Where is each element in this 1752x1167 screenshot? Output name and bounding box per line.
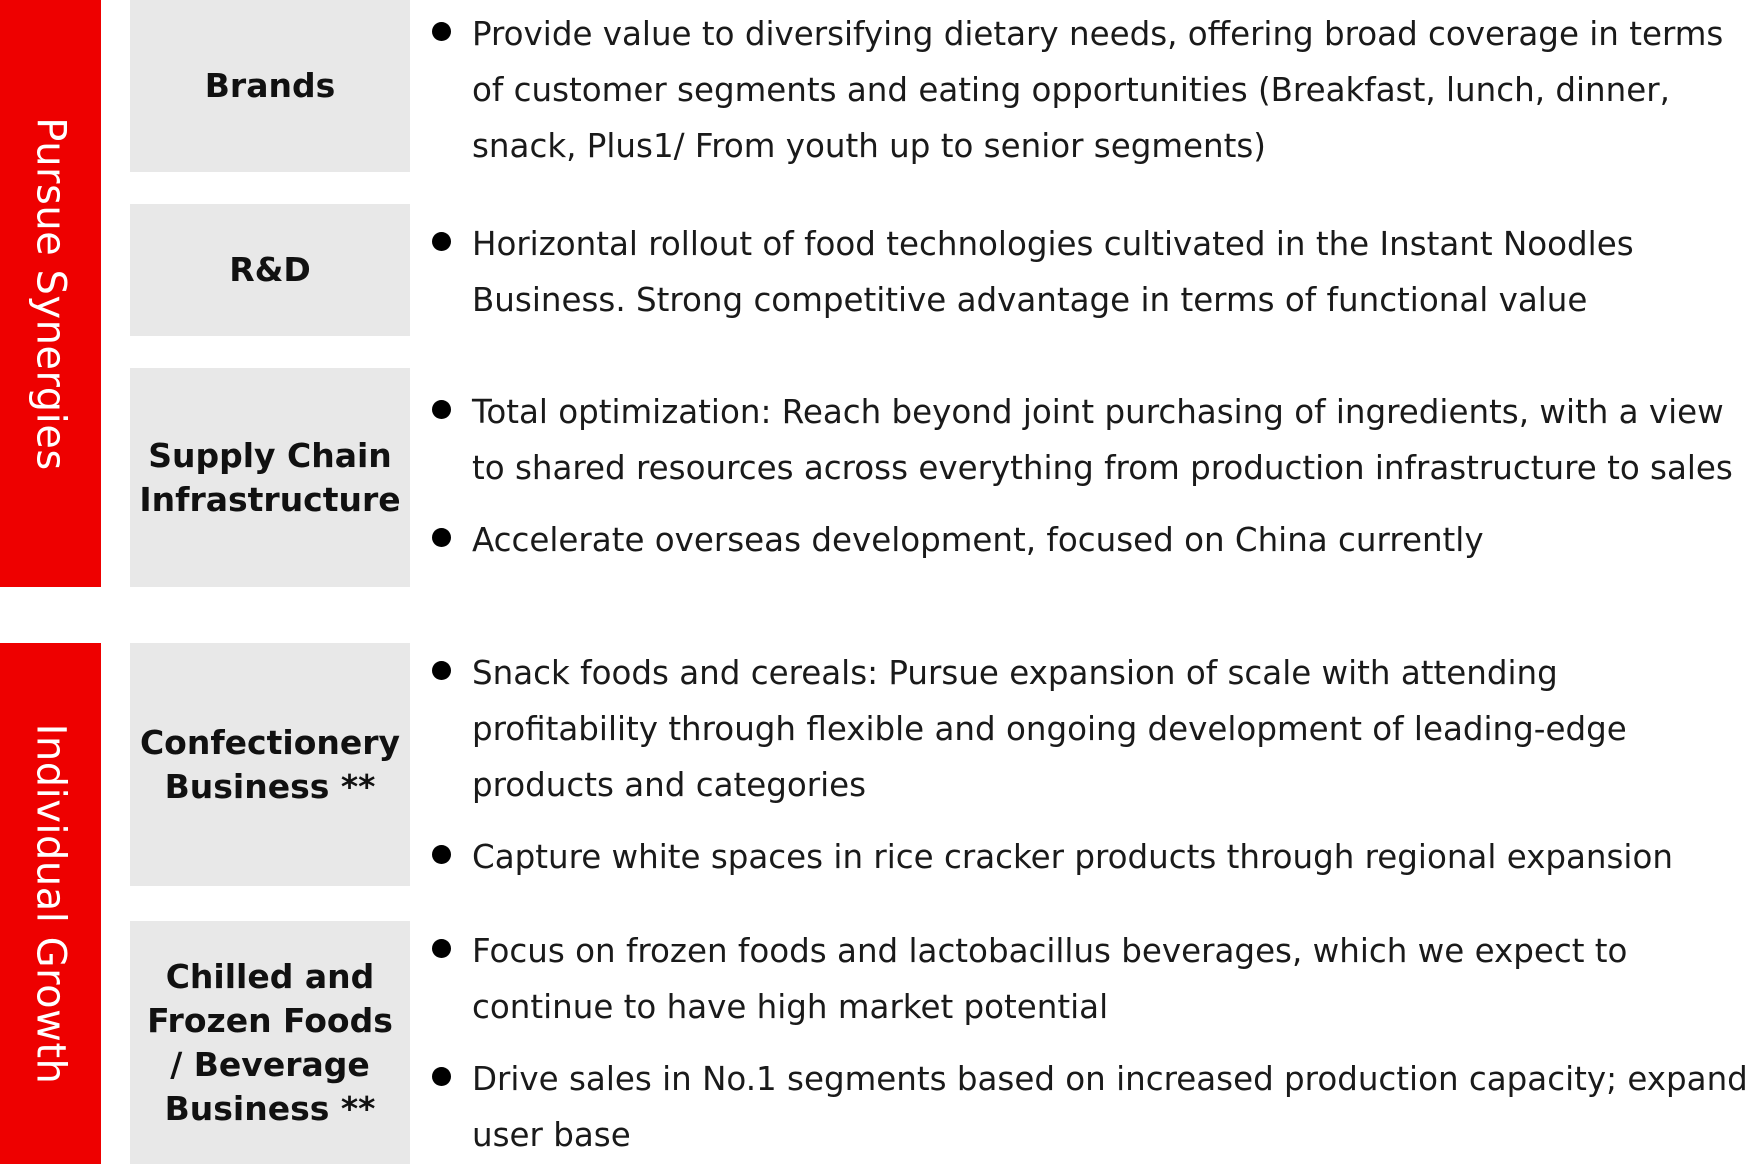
bullet-text: Capture white spaces in rice cracker products through regional expansion	[472, 838, 1673, 876]
category-chilled-frozen-beverage	[130, 921, 410, 1164]
category-label: Brands	[204, 66, 336, 105]
bullet-list-brands	[432, 6, 1750, 174]
group-band-individual-growth	[0, 643, 101, 1164]
bullet-text: Horizontal rollout of food technologies cultivated in the Instant Noodles Business. Strong competitive advantage in terms of functional value	[472, 225, 1634, 319]
category-rnd	[130, 204, 410, 336]
bullet-dot-icon	[432, 939, 451, 958]
bullet-dot-icon	[432, 845, 451, 864]
bullet-text: Provide value to diversifying dietary needs, offering broad coverage in terms of customer segments and eating opportunities (Breakfast, lunch, dinner, snack, Plus1/ From youth up to senior segments)	[472, 15, 1724, 165]
bullet-text: Drive sales in No.1 segments based on increased production capacity; expand user base	[472, 1060, 1748, 1154]
group-label: Individual Growth	[27, 723, 74, 1084]
bullet-item	[432, 1051, 1750, 1163]
bullet-dot-icon	[432, 232, 451, 251]
category-confectionery	[130, 643, 410, 886]
category-label: R&D	[229, 250, 311, 289]
group-band-pursue-synergies	[0, 0, 101, 587]
bullet-dot-icon	[432, 400, 451, 419]
category-brands	[130, 0, 410, 172]
bullet-list-confectionery	[432, 645, 1750, 885]
bullet-text: Accelerate overseas development, focused on China currently	[472, 521, 1484, 559]
group-label: Pursue Synergies	[27, 116, 74, 471]
bullet-dot-icon	[432, 661, 451, 680]
category-label: Chilled and Frozen Foods / Beverage Business **	[147, 956, 393, 1128]
bullet-item	[432, 923, 1750, 1035]
bullet-item	[432, 829, 1750, 885]
bullet-list-chilled-frozen-beverage	[432, 923, 1750, 1163]
category-label: Confectionery Business **	[139, 722, 401, 806]
bullet-item	[432, 512, 1750, 568]
bullet-item	[432, 6, 1750, 174]
bullet-text: Total optimization: Reach beyond joint purchasing of ingredients, with a view to shared resources across everything from production infrastructure to sales	[472, 393, 1733, 487]
bullet-dot-icon	[432, 528, 451, 547]
bullet-text: Focus on frozen foods and lactobacillus beverages, which we expect to continue to have high market potential	[472, 932, 1628, 1026]
bullet-item	[432, 216, 1750, 328]
bullet-list-supply-chain	[432, 384, 1750, 568]
bullet-list-rnd	[432, 216, 1750, 328]
bullet-item	[432, 645, 1750, 813]
bullet-text: Snack foods and cereals: Pursue expansion of scale with attending profitability through flexible and ongoing development of leading-edge products and categories	[472, 654, 1627, 804]
bullet-dot-icon	[432, 1067, 451, 1086]
category-supply-chain	[130, 368, 410, 587]
bullet-item	[432, 384, 1750, 496]
bullet-dot-icon	[432, 22, 451, 41]
category-label: Supply Chain Infrastructure	[139, 435, 401, 519]
